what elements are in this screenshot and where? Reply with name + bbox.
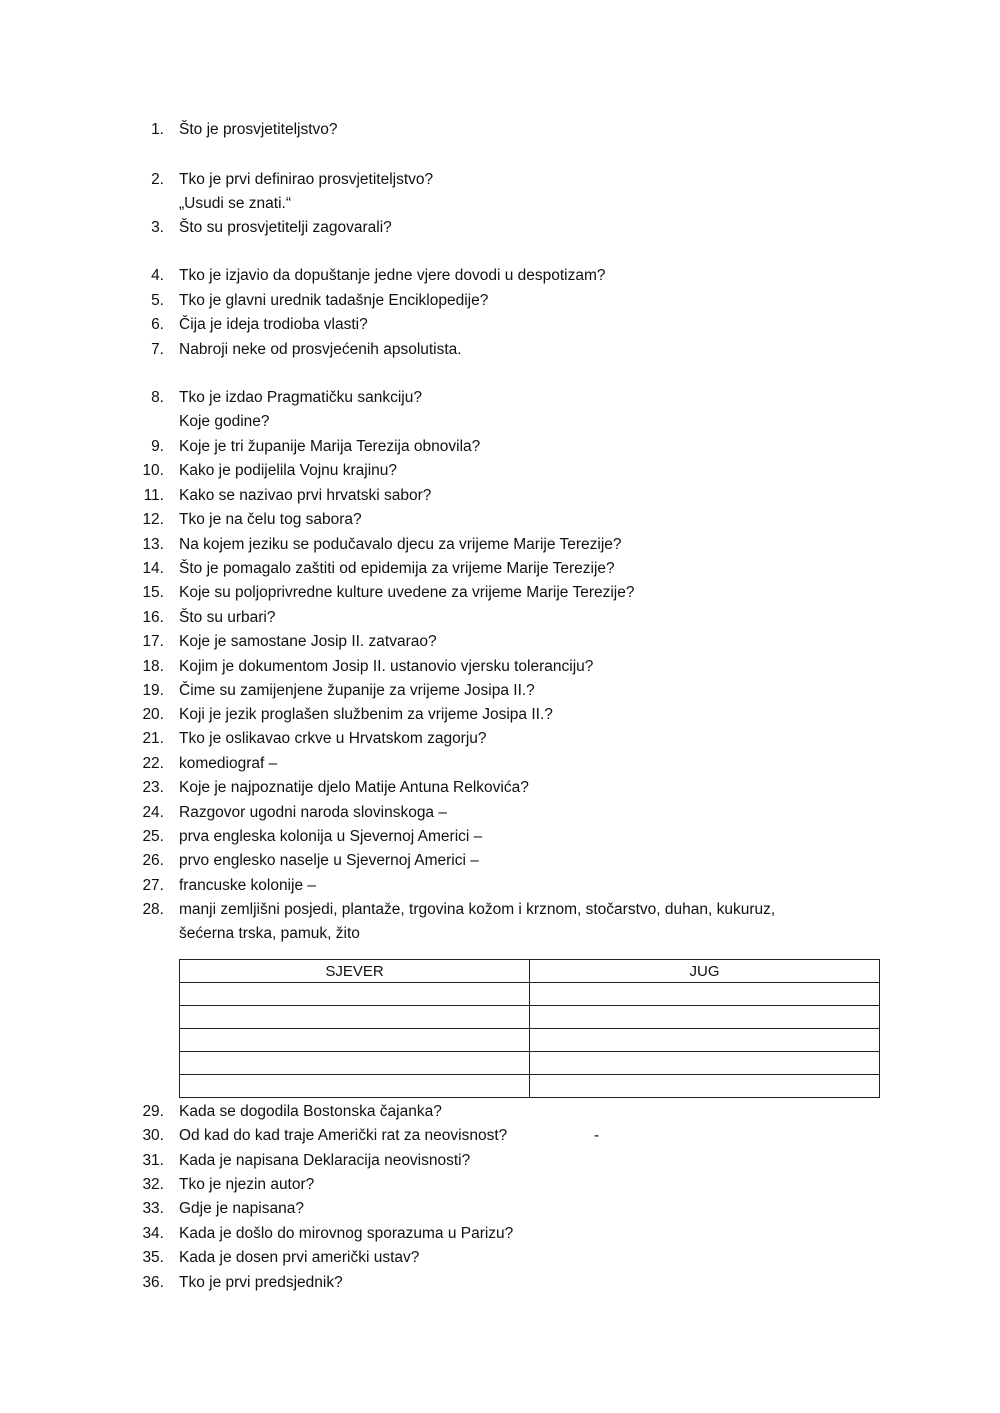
sjever-jug-table [179,959,880,1098]
question-text: Koje je tri županije Marija Terezija obnovila? [179,438,481,455]
question-text: Tko je na čelu tog sabora? [179,511,362,528]
question-number: 18. [142,658,164,675]
answer-cell-jug[interactable] [530,1029,880,1052]
question-text: Tko je prvi predsjednik? [179,1274,343,1291]
question-number: 7. [151,341,164,358]
table-row [180,1052,880,1075]
question-number: 6. [151,316,164,333]
question-number: 8. [151,389,164,406]
question-text: Kada se dogodila Bostonska čajanka? [179,1103,442,1120]
question-number: 26. [142,852,164,869]
question-text: Kako se nazivao prvi hrvatski sabor? [179,487,432,504]
question-text: Tko je izjavio da dopuštanje jedne vjere dovodi u despotizam? [179,267,606,284]
question-text: Kojim je dokumentom Josip II. ustanovio vjersku toleranciju? [179,658,594,675]
question-text: Kada je došlo do mirovnog sporazuma u Parizu? [179,1225,514,1242]
question-number: 32. [142,1176,164,1193]
answer-cell-sjever[interactable] [180,1006,530,1029]
question-number: 14. [142,560,164,577]
question-text: manji zemljišni posjedi, plantaže, trgovina kožom i krznom, stočarstvo, duhan, kukuruz, [179,901,776,918]
question-number: 23. [142,779,164,796]
question-number: 29. [142,1103,164,1120]
question-number: 27. [142,877,164,894]
question-text: Razgovor ugodni naroda slovinskoga – [179,804,447,821]
question-text: Što je prosvjetiteljstvo? [179,121,338,138]
question-text: Nabroji neke od prosvjećenih apsolutista. [179,341,462,358]
question-number: 11. [143,487,164,504]
table-row [180,1029,880,1052]
question-number: 12. [142,511,164,528]
question-number: 10. [142,462,164,479]
question-number: 13. [142,536,164,553]
question-number: 3. [151,219,164,236]
question-text: Tko je glavni urednik tadašnje Enciklopedije? [179,292,489,309]
question-number: 22. [142,755,164,772]
question-number: 31. [142,1152,164,1169]
question-extra-mark: - [594,1127,600,1144]
question-number: 33. [142,1200,164,1217]
answer-cell-jug[interactable] [530,1006,880,1029]
question-text: Koje je samostane Josip II. zatvarao? [179,633,437,650]
question-number: 30. [142,1127,164,1144]
question-number: 5. [151,292,164,309]
answer-cell-sjever[interactable] [180,1052,530,1075]
question-number: 36. [142,1274,164,1291]
question-number: 1. [151,121,164,138]
question-number: 20. [142,706,164,723]
answer-cell-jug[interactable] [530,1052,880,1075]
question-number: 25. [142,828,164,845]
answer-cell-sjever[interactable] [180,1075,530,1098]
question-text: Tko je prvi definirao prosvjetiteljstvo? [179,171,434,188]
question-text: Tko je oslikavao crkve u Hrvatskom zagorju? [179,730,487,747]
question-text: Čime su zamijenjene županije za vrijeme Josipa II.? [179,682,535,699]
header-sjever: SJEVER [180,960,530,983]
answer-cell-sjever[interactable] [180,1029,530,1052]
table-row [180,1006,880,1029]
table-row [180,983,880,1006]
question-number: 28. [142,901,164,918]
question-text: Tko je njezin autor? [179,1176,315,1193]
question-number: 19. [142,682,164,699]
question-text: komediograf – [179,755,278,772]
question-text: Koji je jezik proglašen službenim za vrijeme Josipa II.? [179,706,553,723]
question-text: Koje su poljoprivredne kulture uvedene za vrijeme Marije Terezije? [179,584,635,601]
question-text: Kada je napisana Deklaracija neovisnosti? [179,1152,471,1169]
question-text: Koje je najpoznatije djelo Matije Antuna Relkovića? [179,779,529,796]
question-number: 16. [142,609,164,626]
question-number: 15. [142,584,164,601]
question-subtext: šećerna trska, pamuk, žito [179,925,360,942]
question-number: 21. [142,730,164,747]
question-text: Što su prosvjetitelji zagovarali? [179,219,392,236]
question-subtext: „Usudi se znati.“ [179,195,291,212]
question-text: Što su urbari? [179,609,276,626]
question-text: prvo englesko naselje u Sjevernoj Americi – [179,852,479,869]
question-number: 4. [151,267,164,284]
question-subtext: Koje godine? [179,413,270,430]
question-text: Čija je ideja trodioba vlasti? [179,316,368,333]
question-text: prva engleska kolonija u Sjevernoj Americi – [179,828,483,845]
table-row [180,1075,880,1098]
question-text: Kada je dosen prvi američki ustav? [179,1249,420,1266]
answer-cell-jug[interactable] [530,983,880,1006]
answer-cell-sjever[interactable] [180,983,530,1006]
table-header-row [180,960,880,983]
question-text: Od kad do kad traje Američki rat za neovisnost? [179,1127,508,1144]
question-text: Što je pomagalo zaštiti od epidemija za vrijeme Marije Terezije? [179,560,615,577]
question-text: Na kojem jeziku se podučavalo djecu za vrijeme Marije Terezije? [179,536,622,553]
question-text: Tko je izdao Pragmatičku sankciju? [179,389,422,406]
question-number: 35. [142,1249,164,1266]
question-text: francuske kolonije – [179,877,316,894]
question-number: 24. [142,804,164,821]
question-number: 2. [151,171,164,188]
answer-cell-jug[interactable] [530,1075,880,1098]
header-jug: JUG [530,960,880,983]
question-text: Kako je podijelila Vojnu krajinu? [179,462,398,479]
question-text: Gdje je napisana? [179,1200,304,1217]
question-number: 34. [142,1225,164,1242]
question-number: 17. [142,633,164,650]
question-number: 9. [151,438,164,455]
